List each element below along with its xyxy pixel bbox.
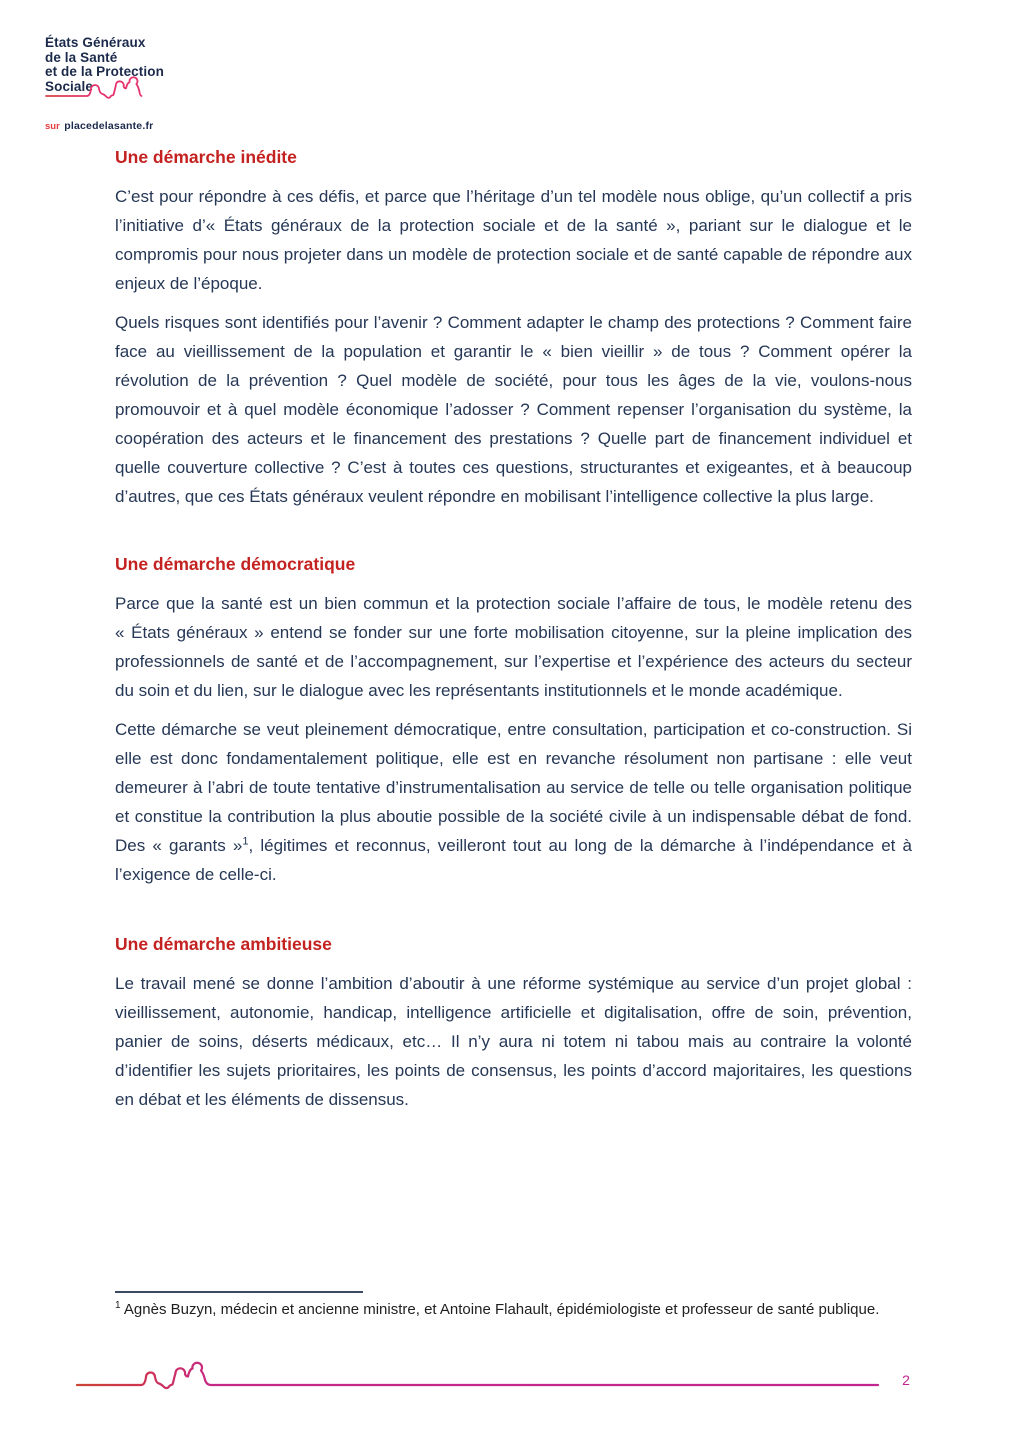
logo-tagline-prefix: sur [45,121,60,132]
section-heading: Une démarche ambitieuse [115,934,332,954]
section-demarche-democratique [115,553,912,889]
paragraph: Quels risques sont identifiés pour l’avenir ? Comment adapter le champ des protections ? Comment faire face au vieillissement de la population et garantir le « bien vieillir » de tous ? Comment opérer la révolution de la prévention ? Quel modèle de société, pour tous les âges de la vie, voulons-nous promouvoir et à quel modèle économique l’adosser ? Comment repenser l’organisation du système, la coopération des acteurs et le financement des prestations ? Quelle part de financement individuel et quelle couverture collective ? C’est à toutes ces questions, structurantes et exigeantes, et à beaucoup d’autres, que ces États généraux veulent répondre en mobilisant l’intelligence collective la plus large. [115,313,912,506]
paragraph-text: Cette démarche se veut pleinement démocratique, entre consultation, participation et co-construction. Si elle est donc fondamentalement politique, elle est en revanche résolument non partisane : elle veut demeurer à l’abri de toute tentative d’instrumentalisation au service de telle ou telle organisation politique et constitue la contribution la plus aboutie possible de la société civile à un indispensable débat de fond. Des « garants » [115,720,912,855]
paragraph: C’est pour répondre à ces défis, et parce que l’héritage d’un tel modèle nous oblige, qu’un collectif a pris l’initiative d’« États généraux de la protection sociale et de la santé », pariant sur le dialogue et le compromis pour nous projeter dans un modèle de protection sociale et de santé capable de répondre aux enjeux de l’époque. [115,187,912,293]
footnote-area [115,1291,912,1320]
section-heading: Une démarche inédite [115,147,297,167]
logo-tagline-domain: placedelasante.fr [64,120,154,132]
footnote-reference: 1 [242,835,249,848]
footer-people-squiggle-icon [75,1358,880,1398]
section-demarche-ambitieuse [115,933,912,1114]
logo-tagline [45,116,225,134]
section-heading: Une démarche démocratique [115,554,356,574]
section-demarche-inedite [115,146,912,511]
logo-text-line-2: de la Santé [45,49,118,65]
logo-people-squiggle-icon [45,72,143,102]
paragraph-text: , légitimes et reconnus, veilleront tout au long de la démarche à l’indépendance et à l’exigence de celle-ci. [115,836,912,884]
footnote-text: Agnès Buzyn, médecin et ancienne ministre, et Antoine Flahault, épidémiologiste et professeur de santé publique. [123,1301,880,1318]
logo [45,36,225,134]
page-number: 2 [902,1372,910,1388]
document-body [115,146,912,1124]
footnote [115,1300,912,1320]
paragraph: Parce que la santé est un bien commun et la protection sociale l’affaire de tous, le modèle retenu des « États généraux » entend se fonder sur une forte mobilisation citoyenne, sur la pleine implication des professionnels de santé et de l’accompagnement, sur l’expertise et l’expérience des acteurs du secteur du soin et du lien, sur le dialogue avec les représentants institutionnels et le monde académique. [115,594,912,700]
logo-text-line-1: États Généraux [45,35,146,50]
paragraph [115,715,912,889]
footnote-separator [115,1291,363,1293]
logo-text-line-4: Sociale [45,78,93,94]
logo-text-line-3: et de la Protection [45,64,164,79]
footnote-marker: 1 [115,1300,121,1311]
paragraph: Le travail mené se donne l’ambition d’aboutir à une réforme systémique au service d’un projet global : vieillissement, autonomie, handicap, intelligence artificielle et digitalisation, offre de soin, prévention, panier de soins, déserts médicaux, etc… Il n’y aura ni totem ni tabou mais au contraire la volonté d’identifier les sujets prioritaires, les points de consensus, les points d’accord majoritaires, les questions en débat et les éléments de dissensus. [115,974,912,1109]
